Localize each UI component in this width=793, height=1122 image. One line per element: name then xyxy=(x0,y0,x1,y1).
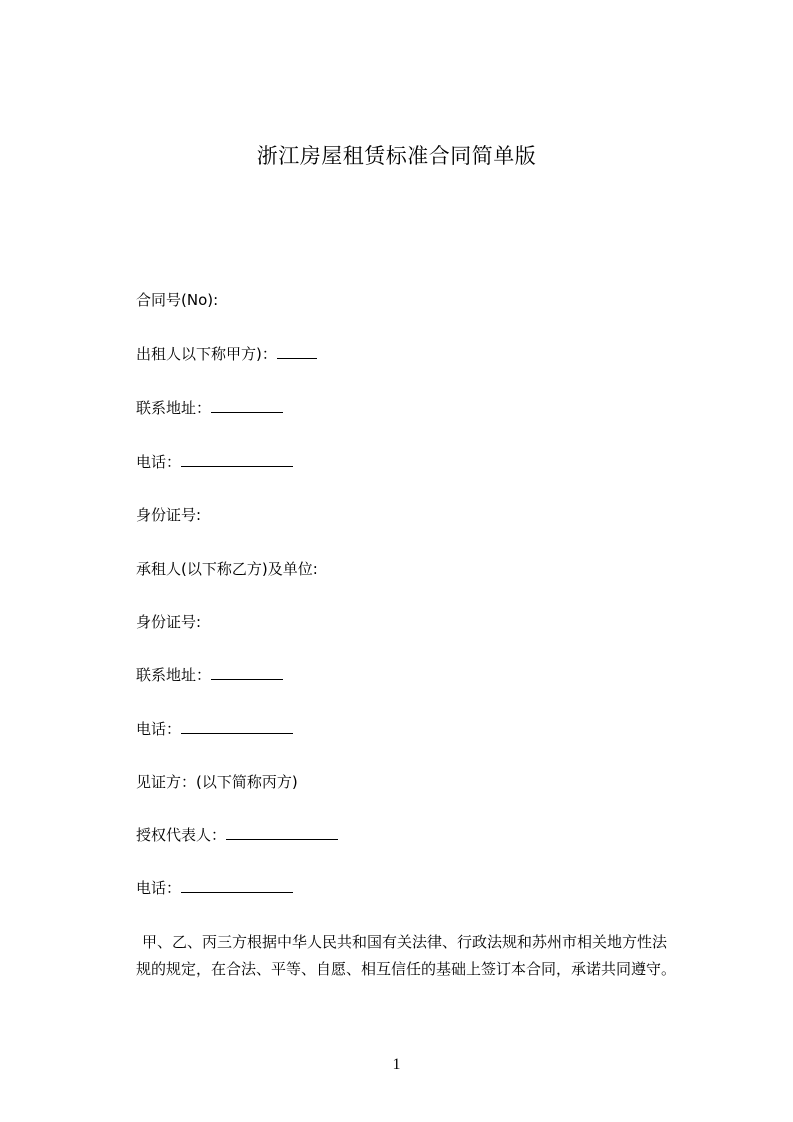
lessor-id-label: 身份证号: xyxy=(136,506,202,524)
page-number: 1 xyxy=(392,1056,401,1073)
contract-number-label: 合同号(No): xyxy=(136,291,219,309)
authorized-rep-blank[interactable] xyxy=(226,825,338,840)
lessee-phone-line xyxy=(136,718,293,740)
lessor-address-blank[interactable] xyxy=(211,398,283,413)
agreement-paragraph-line-2: 规的规定，在合法、平等、自愿、相互信任的基础上签订本合同，承诺共同遵守。 xyxy=(136,960,677,978)
lessor-label: 出租人以下称甲方)： xyxy=(136,345,277,363)
agreement-paragraph-line-1: 甲、乙、丙三方根据中华人民共和国有关法律、行政法规和苏州市相关地方性法 xyxy=(142,933,668,951)
lessor-address-line xyxy=(136,397,283,419)
lessee-label: 承租人(以下称乙方)及单位: xyxy=(136,560,318,578)
witness-label: 见证方：(以下简称丙方) xyxy=(136,773,298,791)
lessor-phone-blank[interactable] xyxy=(181,452,293,467)
authorized-rep-line xyxy=(136,824,338,846)
lessee-address-label: 联系地址： xyxy=(136,666,212,684)
lessor-blank[interactable] xyxy=(277,344,317,359)
lessee-address-blank[interactable] xyxy=(211,665,283,680)
lessee-address-line xyxy=(136,664,283,686)
witness-phone-line xyxy=(136,877,293,899)
agreement-paragraph xyxy=(136,929,726,983)
lessor-id-line xyxy=(136,504,201,526)
witness-phone-label: 电话： xyxy=(136,879,182,897)
lessor-phone-line xyxy=(136,451,293,473)
lessor-address-label: 联系地址： xyxy=(136,399,212,417)
lessee-phone-blank[interactable] xyxy=(181,719,293,734)
lessee-line xyxy=(136,558,318,580)
lessor-phone-label: 电话： xyxy=(136,453,182,471)
lessee-id-label: 身份证号: xyxy=(136,613,202,631)
lessor-line xyxy=(136,343,317,365)
lessee-id-line xyxy=(136,611,201,633)
contract-number-line xyxy=(136,289,218,311)
authorized-rep-label: 授权代表人： xyxy=(136,826,227,844)
witness-line xyxy=(136,771,298,793)
witness-phone-blank[interactable] xyxy=(181,878,293,893)
document-title: 浙江房屋租赁标准合同简单版 xyxy=(256,144,537,168)
lessee-phone-label: 电话： xyxy=(136,720,182,738)
